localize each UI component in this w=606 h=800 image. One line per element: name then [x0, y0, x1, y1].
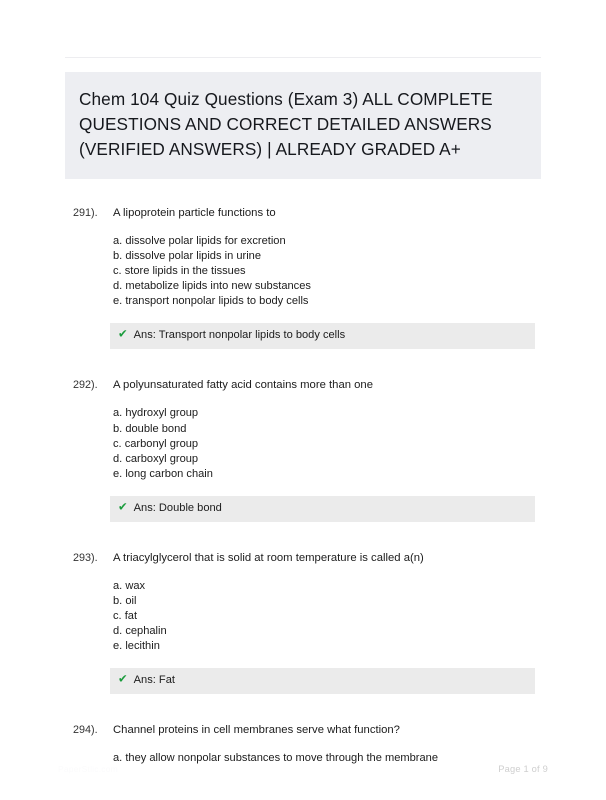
- check-icon: ✔: [118, 673, 128, 686]
- option-item: a. dissolve polar lipids for excretion: [113, 235, 286, 247]
- page-footer: [0, 754, 606, 800]
- question-heading: [0, 722, 606, 738]
- answer-text: Ans: Fat: [133, 674, 175, 687]
- question-block: [0, 550, 606, 694]
- option-item: a. they allow nonpolar substances to move through the membrane: [113, 752, 438, 765]
- question-block: [0, 205, 606, 349]
- answer-bar: [110, 496, 535, 522]
- option-item: e. transport nonpolar lipids to body cells: [113, 295, 309, 308]
- block-spacer: [0, 522, 606, 550]
- site-watermark: PaperStlic.com: [58, 764, 118, 774]
- option-item: e. lecithin: [113, 640, 160, 653]
- check-icon: ✔: [118, 501, 128, 514]
- answer-bar: [110, 323, 535, 349]
- option-item: d. carboxyl group: [113, 452, 199, 465]
- page-number: Page 1 of 9: [498, 764, 548, 774]
- option-list: [0, 406, 606, 481]
- question-heading: [0, 377, 606, 393]
- option-item: c. carbonyl group: [113, 437, 199, 450]
- question-prompt: A polyunsaturated fatty acid contains more than one: [113, 379, 373, 392]
- option-item: c. fat: [113, 610, 138, 623]
- answer-text: Ans: Double bond: [133, 501, 222, 514]
- question-prompt: Channel proteins in cell membranes serve what function?: [113, 724, 400, 737]
- option-item: b. dissolve polar lipids in urine: [113, 250, 261, 263]
- question-number: 292).: [73, 379, 98, 392]
- option-item: a. hydroxyl group: [113, 407, 199, 420]
- page-title: Chem 104 Quiz Questions (Exam 3) ALL COMPLETE QUESTIONS AND CORRECT DETAILED ANSWERS (VERIFIED ANSWERS) | ALREADY GRADED A+: [79, 89, 493, 159]
- question-heading: [0, 550, 606, 566]
- option-list: [0, 579, 606, 654]
- header-divider: [65, 57, 541, 58]
- block-spacer: [0, 694, 606, 722]
- option-item: a. wax: [113, 579, 146, 592]
- block-spacer: [0, 349, 606, 377]
- question-prompt: A triacylglycerol that is solid at room temperature is called a(n): [113, 551, 424, 564]
- option-item: e. long carbon chain: [113, 467, 213, 480]
- question-block: [0, 377, 606, 521]
- answer-text: Ans: Transport nonpolar lipids to body cells: [133, 329, 346, 342]
- answer-bar: [110, 668, 535, 694]
- question-heading: [0, 205, 606, 221]
- question-number: 293).: [73, 551, 98, 564]
- question-number: 291).: [73, 207, 98, 219]
- option-item: d. metabolize lipids into new substances: [113, 280, 311, 293]
- option-item: b. double bond: [113, 422, 187, 435]
- questions-list: [0, 205, 606, 767]
- option-list: [0, 234, 606, 309]
- question-number: 294).: [73, 724, 98, 737]
- option-item: c. store lipids in the tissues: [113, 265, 246, 278]
- option-item: d. cephalin: [113, 625, 167, 638]
- check-icon: ✔: [118, 328, 128, 341]
- question-prompt: A lipoprotein particle functions to: [113, 207, 276, 219]
- option-item: b. oil: [113, 595, 137, 608]
- document-title-banner: [65, 72, 541, 179]
